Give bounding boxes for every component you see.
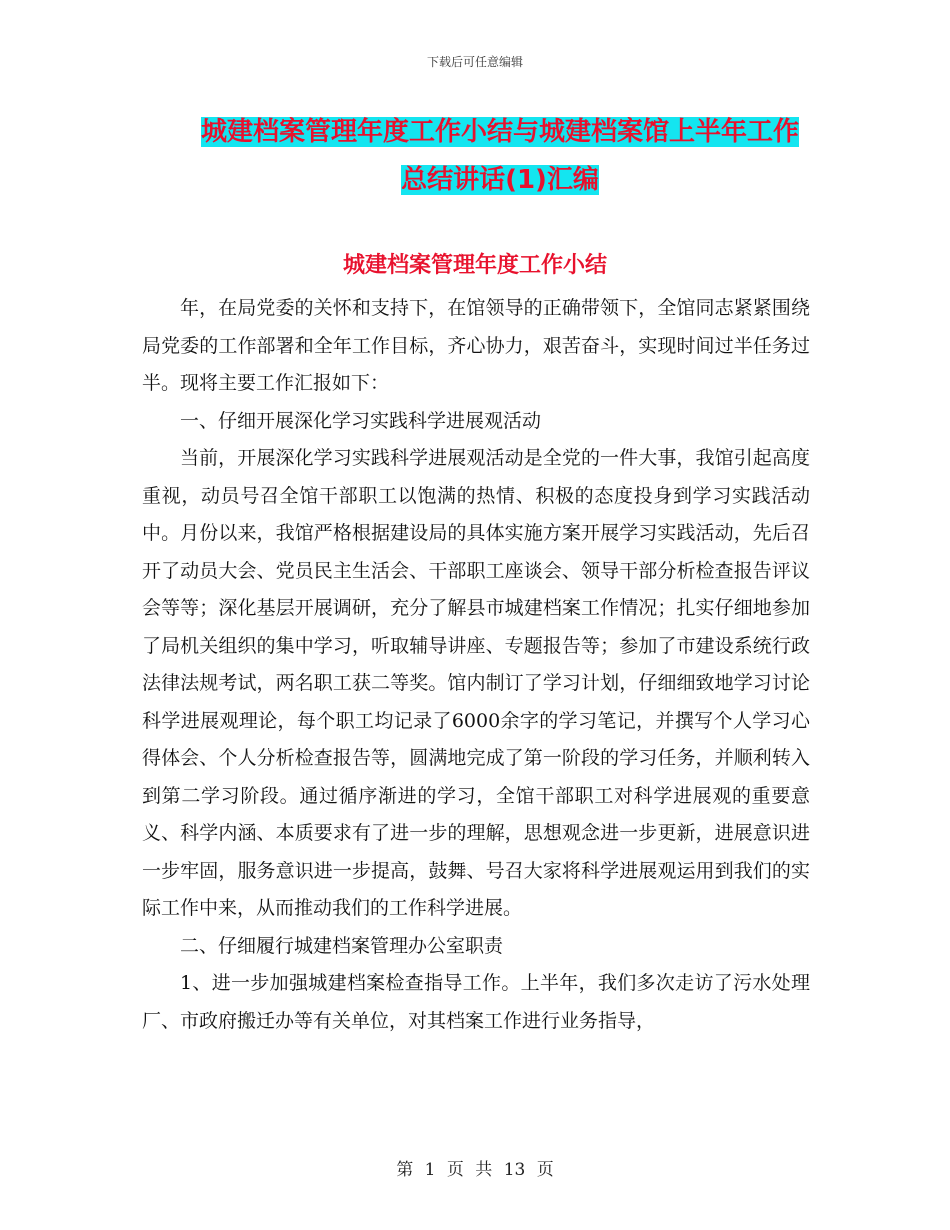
document-body <box>142 290 810 1040</box>
paragraph-inspection: 1、进一步加强城建档案检查指导工作。上半年，我们多次走访了污水处理厂、市政府搬迁办等有关单位，对其档案工作进行业务指导， <box>142 972 810 1032</box>
heading-two: 二、仔细履行城建档案管理办公室职责 <box>180 934 504 957</box>
document-title <box>140 108 860 204</box>
paragraph-intro: 年，在局党委的关怀和支持下，在馆领导的正确带领下，全馆同志紧紧围绕局党委的工作部署和全年工作目标，齐心协力，艰苦奋斗，实现时间过半任务过半。现将主要工作汇报如下： <box>142 297 810 394</box>
document-title-line-2: 总结讲话(1)汇编 <box>401 165 599 195</box>
section-title: 城建档案管理年度工作小结 <box>342 253 607 278</box>
page-number-footer: 第 1 页 共 13 页 <box>396 1160 554 1180</box>
header-note: 下载后可任意编辑 <box>426 55 523 69</box>
document-title-line-1: 城建档案管理年度工作小结与城建档案馆上半年工作 <box>200 117 799 147</box>
paragraph-study-activity: 当前，开展深化学习实践科学进展观活动是全党的一件大事，我馆引起高度重视，动员号召全馆干部职工以饱满的热情、积极的态度投身到学习实践活动中。月份以来，我馆严格根据建设局的具体实施方案开展学习实践活动，先后召开了动员大会、党员民主生活会、干部职工座谈会、领导干部分析检查报告评议会等等；深化基层开展调研，充分了解县市城建档案工作情况；扎实仔细地参加了局机关组织的集中学习，听取辅导讲座、专题报告等；参加了市建设系统行政法律法规考试，两名职工获二等奖。馆内制订了学习计划，仔细细致地学习讨论科学进展观理论，每个职工均记录了6000余字的学习笔记，并撰写个人学习心得体会、个人分析检查报告等，圆满地完成了第一阶段的学习任务，并顺利转入到第二学习阶段。通过循序渐进的学习，全馆干部职工对科学进展观的重要意义、科学内涵、本质要求有了进一步的理解，思想观念进一步更新，进展意识进一步牢固，服务意识进一步提高，鼓舞、号召大家将科学进展观运用到我们的实际工作中来，从而推动我们的工作科学进展。 <box>142 447 810 919</box>
heading-one: 一、仔细开展深化学习实践科学进展观活动 <box>180 409 542 432</box>
